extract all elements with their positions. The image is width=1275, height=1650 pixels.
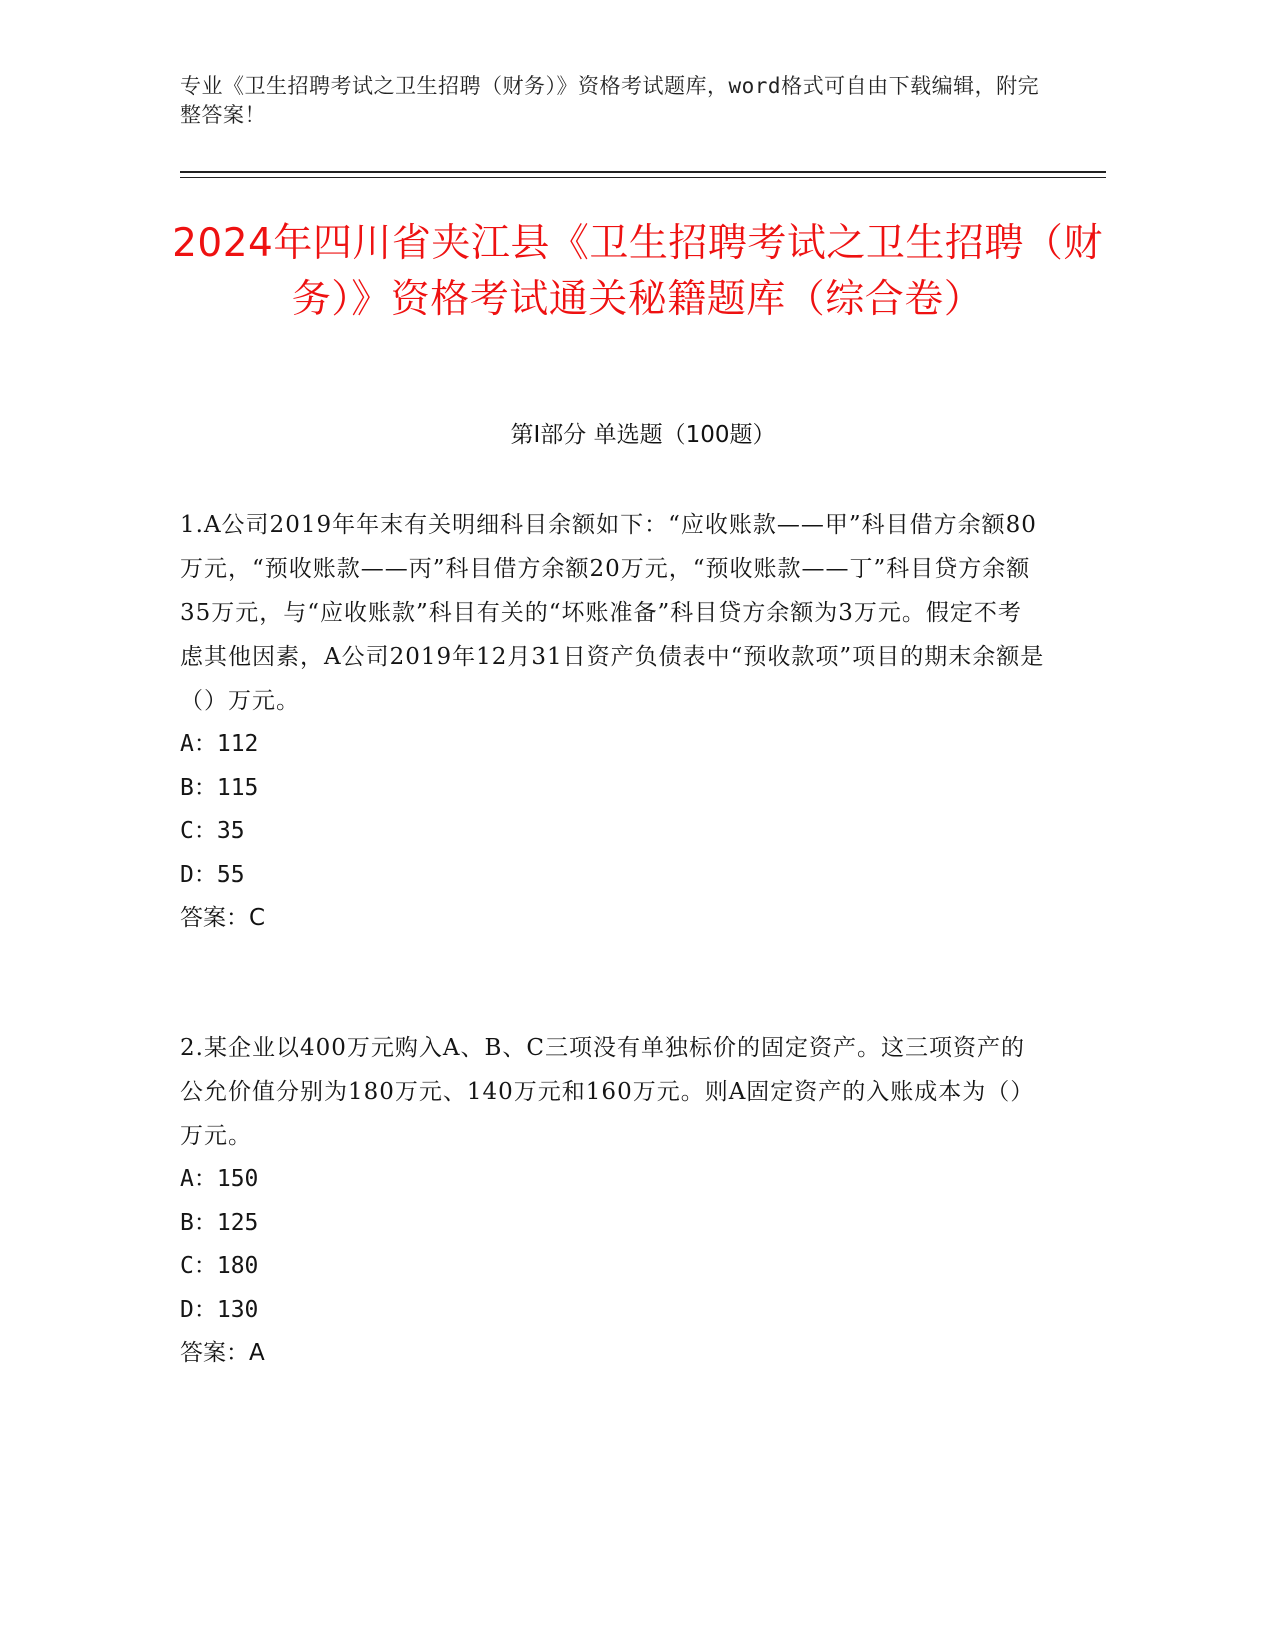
option-a: A：112 [180, 731, 259, 757]
option-b: B：115 [180, 774, 259, 801]
option-d: D：130 [180, 1296, 259, 1323]
answer-line: 答案：A [180, 1340, 265, 1366]
question-stem: 1.A公司2019年年末有关明细科目余额如下：“应收账款——甲”科目借方余额80万元，“预收账款——丙”科目借方余额20万元，“预收账款——丁”科目贷方余额35万元，与“应收账款”科目有关的“坏账准备”科目贷方余额为3万元。假定不考虑其他因素，A公司2019年12月31日资产负债表中“预收款项”项目的期末余额是（）万元。 [180, 512, 1045, 714]
question-stem: 2.某企业以400万元购入A、B、C三项没有单独标价的固定资产。这三项资产的公允价值分别为180万元、140万元和160万元。则A固定资产的入账成本为（）万元。 [180, 1035, 1035, 1149]
section-title: 第Ⅰ部分 单选题（100题） [510, 422, 776, 448]
answer-line: 答案：C [180, 905, 266, 931]
header-divider-thin [180, 177, 1106, 178]
question-1 [180, 503, 1045, 941]
option-c: C：180 [180, 1253, 259, 1279]
header-divider-thick [180, 171, 1106, 173]
option-a: A：150 [180, 1166, 259, 1192]
header-note: 专业《卫生招聘考试之卫生招聘（财务）》资格考试题库，word格式可自由下载编辑，附完整答案！ [180, 74, 1040, 127]
question-2 [180, 1026, 1045, 1376]
option-b: B：125 [180, 1209, 259, 1236]
document-title: 2024年四川省夹江县《卫生招聘考试之卫生招聘（财务）》资格考试通关秘籍题库（综合卷） [172, 221, 1103, 322]
option-d: D：55 [180, 861, 245, 888]
option-c: C：35 [180, 818, 245, 844]
